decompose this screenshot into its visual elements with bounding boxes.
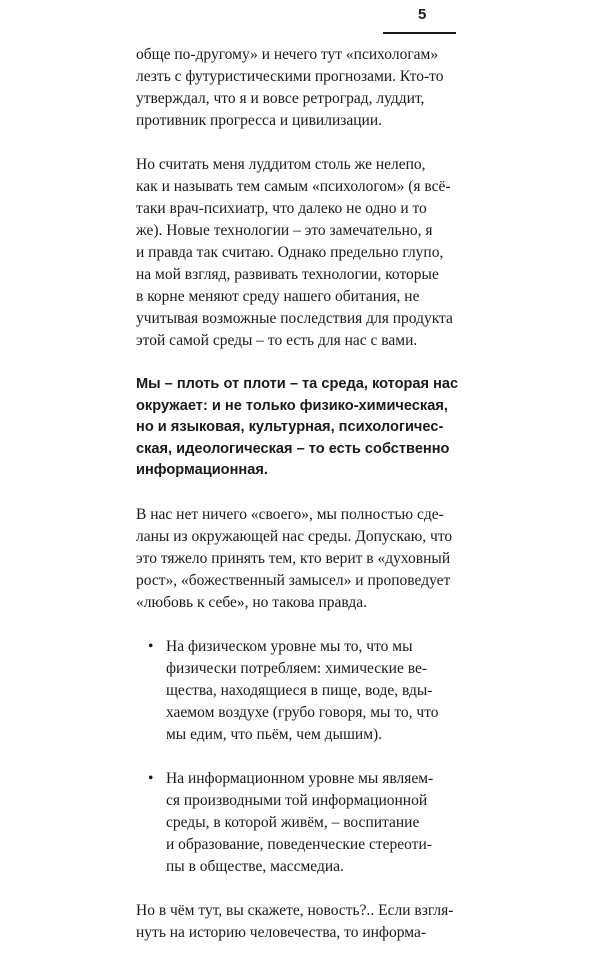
text-line: рост», «божественный замысел» и проповедует bbox=[136, 571, 451, 589]
text-line: мы едим, что пьём, чем дышим). bbox=[166, 725, 383, 743]
text-line: ся производными той информационной bbox=[166, 791, 428, 809]
text-line: и образование, поведенческие стереоти- bbox=[166, 835, 432, 853]
page-number: 5 bbox=[418, 6, 427, 23]
text-line: на мой взгляд, развивать технологии, которые bbox=[136, 266, 439, 283]
text-line: лезть с футуристическими прогнозами. Кто-то bbox=[136, 68, 444, 85]
text-line: и правда так считаю. Однако предельно глупо, bbox=[136, 244, 444, 261]
text-line: нуть на историю человечества, то информа- bbox=[136, 923, 426, 941]
text-line: В нас нет ничего «своего», мы полностью сде- bbox=[136, 505, 444, 523]
text-line: как и называть тем самым «психологом» (я всё- bbox=[136, 178, 451, 195]
text-line: хаемом воздухе (грубо говоря, мы то, что bbox=[166, 703, 439, 721]
paragraph-5 bbox=[136, 900, 458, 944]
text-line: таки врач-психиатр, что далеко не одно и то bbox=[136, 200, 427, 217]
page-number-rule bbox=[383, 32, 456, 34]
bullet-icon: • bbox=[148, 637, 154, 655]
text-line: физически потребляем: химические ве- bbox=[166, 659, 428, 677]
text-line: информационная. bbox=[136, 462, 268, 478]
paragraph-1 bbox=[136, 44, 458, 132]
text-line: учитывая возможные последствия для продукта bbox=[136, 310, 453, 327]
text-line: это тяжело принять тем, кто верит в «духовный bbox=[136, 549, 451, 567]
text-line: Но считать меня луддитом столь же нелепо, bbox=[136, 156, 426, 173]
text-line: Но в чём тут, вы скажете, новость?.. Если взгля- bbox=[136, 901, 454, 919]
text-column bbox=[136, 44, 458, 966]
text-line: этой самой среды – то есть для нас с вами. bbox=[136, 332, 418, 349]
text-line: ланы из окружающей нас среды. Допускаю, что bbox=[136, 527, 453, 545]
paragraph-4 bbox=[136, 504, 458, 614]
paragraph-2 bbox=[136, 154, 458, 352]
text-line: но и языковая, культурная, психологичес- bbox=[136, 419, 444, 435]
text-line: щества, находящиеся в пище, воде, вды- bbox=[166, 681, 433, 699]
text-line: среды, в которой живём, – воспитание bbox=[166, 813, 420, 831]
bold-statement bbox=[136, 374, 458, 482]
text-line: Мы – плоть от плоти – та среда, которая нас bbox=[136, 376, 459, 392]
bullet-list bbox=[136, 636, 458, 878]
text-line: обще по-другому» и нечего тут «психологам» bbox=[136, 46, 439, 63]
text-line: в корне меняют среду нашего обитания, не bbox=[136, 288, 420, 305]
text-line: противник прогресса и цивилизации. bbox=[136, 112, 383, 129]
bullet-item-informational bbox=[136, 768, 458, 878]
bullet-item-physical bbox=[136, 636, 458, 746]
text-line: ская, идеологическая – то есть собственно bbox=[136, 440, 450, 457]
text-line: «любовь к себе», но такова правда. bbox=[136, 593, 368, 611]
text-line: окружает: и не только физико-химическая, bbox=[136, 397, 448, 414]
text-line: утверждал, что я и вовсе ретроград, луддит, bbox=[136, 90, 425, 107]
text-line: пы в обществе, массмедиа. bbox=[166, 857, 344, 875]
bullet-icon: • bbox=[148, 769, 154, 787]
text-line: На физическом уровне мы то, что мы bbox=[166, 637, 413, 655]
text-line: же). Новые технологии – это замечательно, я bbox=[136, 222, 433, 239]
text-line: На информационном уровне мы являем- bbox=[166, 769, 434, 787]
